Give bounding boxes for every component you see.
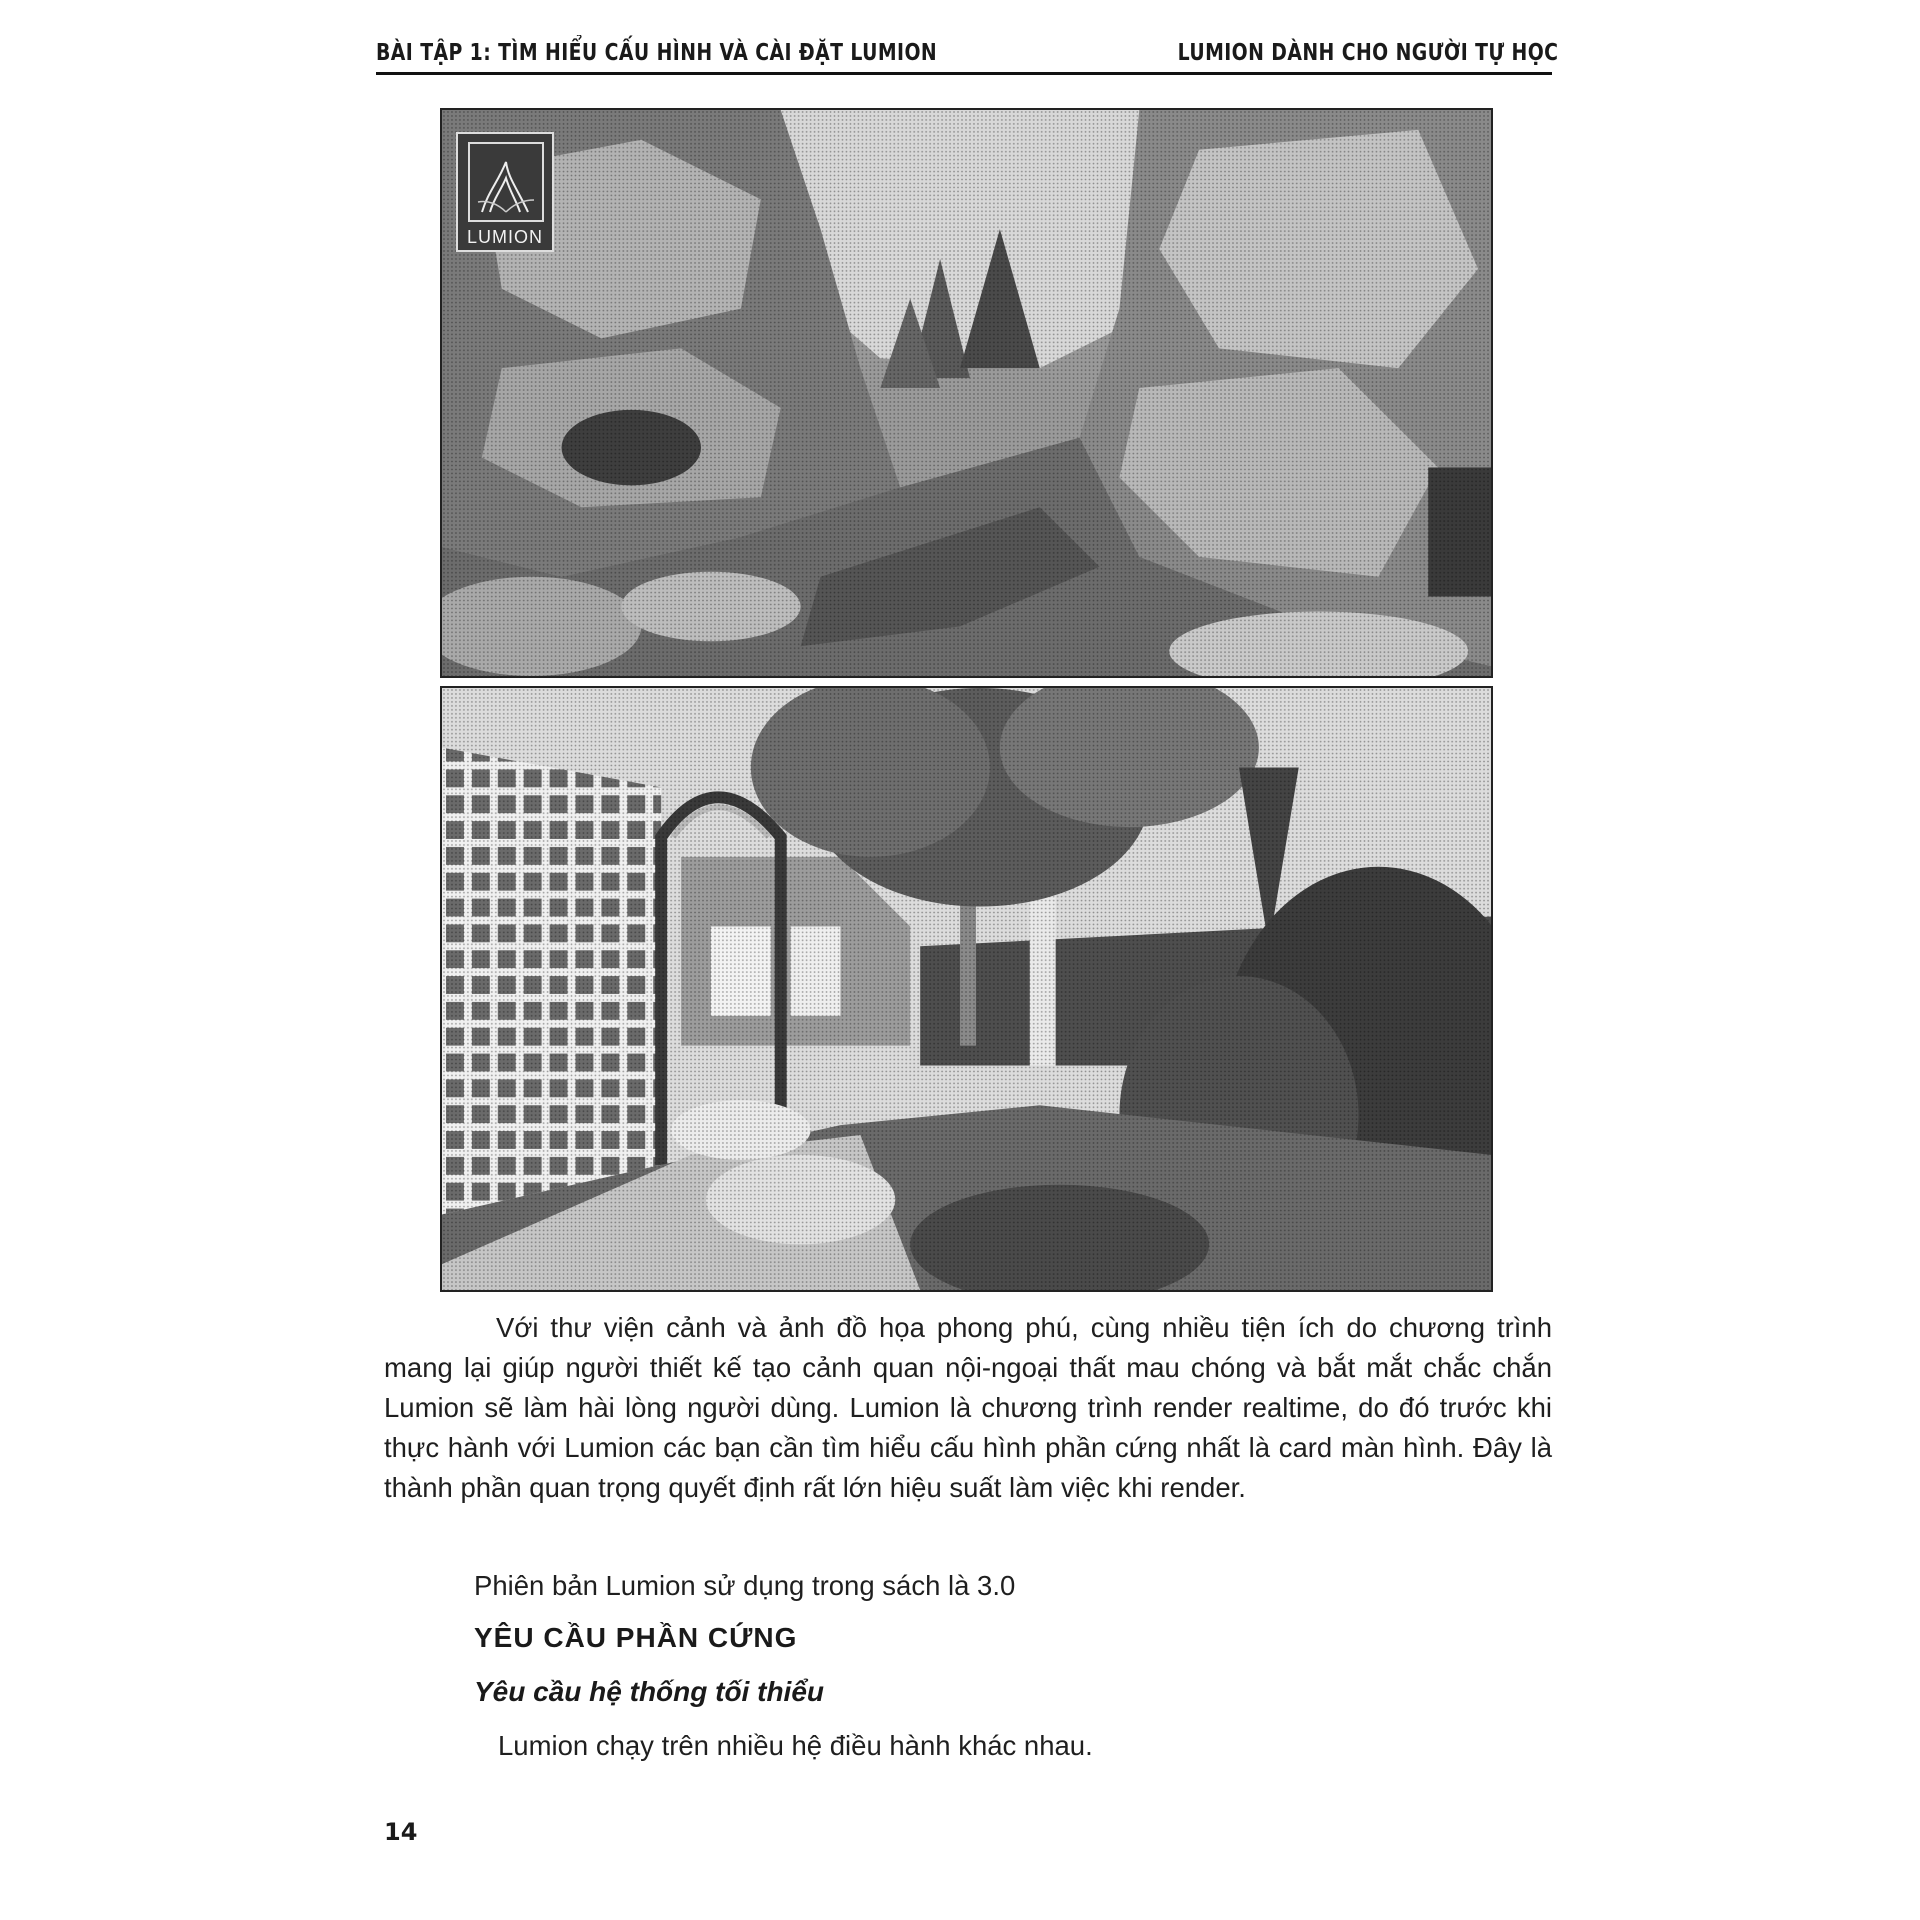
intro-paragraph: Với thư viện cảnh và ảnh đồ họa phong phú, cùng nhiều tiện ích do chương trình mang lại giúp người thiết kế tạo cảnh quan nội-ngoại thất mau chóng và bắt mắt chắc chắn Lumion sẽ làm hài lòng người dùng. Lumion là chương trình render realtime, do đó trước khi thực hành với Lumion các bạn cần tìm hiểu cấu hình phần cứng nhất là card màn hình. Đây là thành phần quan trọng quyết định rất lớn hiệu suất làm việc khi render. <box>384 1312 1552 1503</box>
page-number: 14 <box>384 1818 418 1846</box>
section-subheading: Yêu cầu hệ thống tối thiểu <box>474 1676 824 1707</box>
garden-illustration <box>442 688 1491 1290</box>
canyon-landscape-image <box>440 108 1493 678</box>
lumion-logo <box>456 132 554 252</box>
canyon-illustration <box>442 110 1491 676</box>
lumion-flame-icon <box>468 142 544 222</box>
header-chapter-title: BÀI TẬP 1: TÌM HIỂU CẤU HÌNH VÀ CÀI ĐẶT LUMION <box>376 40 938 66</box>
os-paragraph: Lumion chạy trên nhiều hệ điều hành khác nhau. <box>498 1730 1093 1761</box>
section-heading: YÊU CẦU PHẦN CỨNG <box>474 1622 798 1653</box>
garden-scene-image <box>440 686 1493 1292</box>
header-rule <box>376 72 1552 75</box>
logo-text: LUMION <box>466 227 543 247</box>
running-header <box>376 40 1559 76</box>
header-book-title: LUMION DÀNH CHO NGƯỜI TỰ HỌC <box>1177 40 1559 66</box>
version-paragraph: Phiên bản Lumion sử dụng trong sách là 3.0 <box>474 1570 1016 1601</box>
